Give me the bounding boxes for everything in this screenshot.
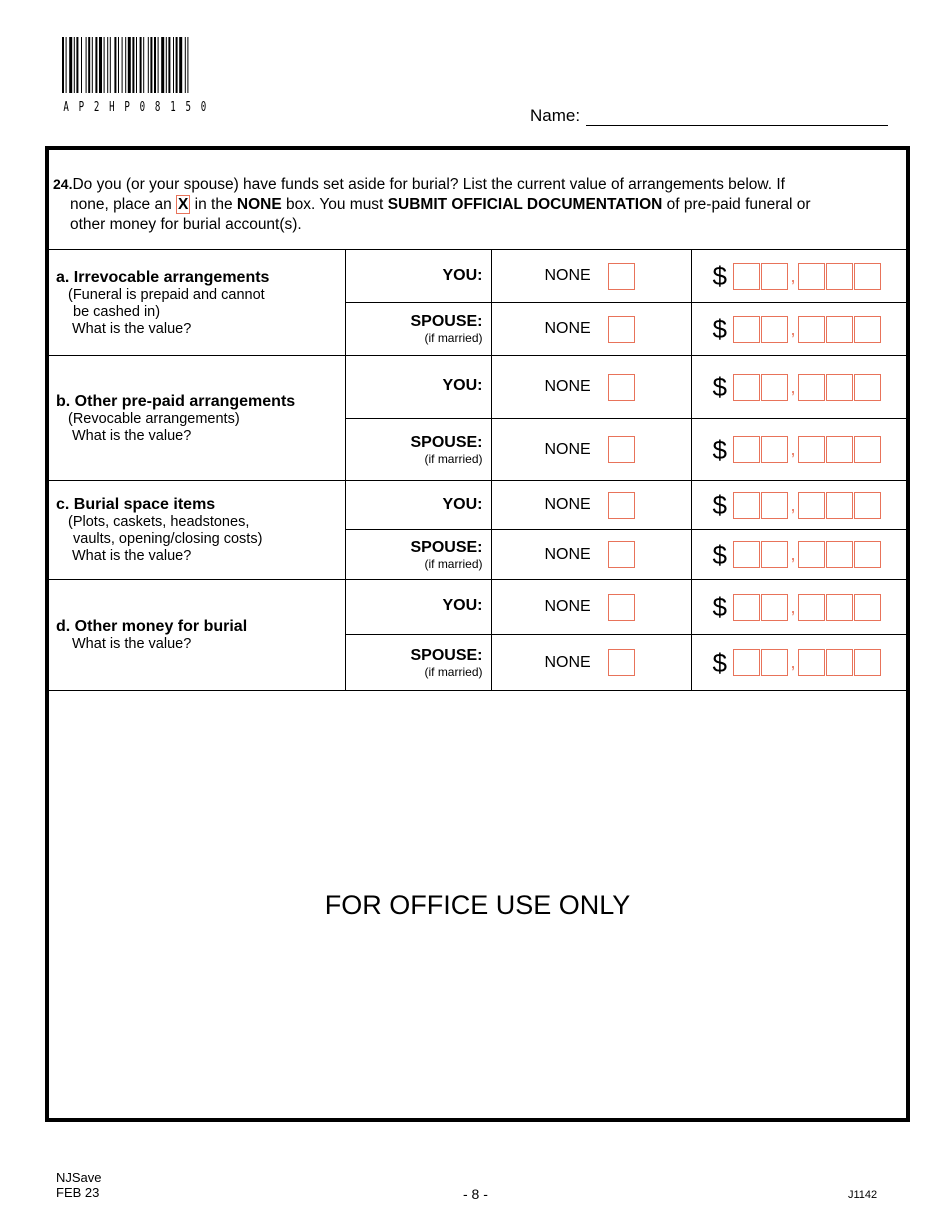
none-checkbox[interactable] [608,594,635,621]
spouse-label: SPOUSE: [410,433,483,451]
none-checkbox[interactable] [608,263,635,290]
none-checkbox[interactable] [608,649,635,676]
you-label: YOU: [442,496,483,513]
digit-box[interactable] [733,492,760,519]
name-label: Name: [530,106,581,125]
amount-field: $ , [692,436,907,463]
you-label: YOU: [442,597,483,614]
digit-box[interactable] [854,649,881,676]
digit-box[interactable] [826,374,853,401]
none-label: NONE [544,545,591,563]
table-row: SPOUSE: (if married) NONE $ , [49,419,906,481]
none-label: NONE [544,598,591,615]
digit-box[interactable] [761,492,788,519]
amount-field: $ , [692,541,907,568]
none-checkbox[interactable] [608,316,635,343]
amount-field: $ , [692,374,907,401]
form-code: J1142 [848,1189,878,1201]
table-row [49,356,906,419]
digit-box[interactable] [826,316,853,343]
item-c-label: c. Burial space items (Plots, caskets, headstones, vaults, opening/closing costs) What is the value? [49,481,345,580]
amount-field: $ , [692,316,907,343]
digit-box[interactable] [761,316,788,343]
none-label: NONE [544,440,591,458]
digit-box[interactable] [854,436,881,463]
spouse-label: SPOUSE: [410,538,483,556]
table-row [49,481,906,530]
digit-box[interactable] [761,436,788,463]
question-number: 24. [53,176,73,192]
digit-box[interactable] [761,541,788,568]
spouse-label: SPOUSE: [410,646,483,664]
digit-box[interactable] [826,263,853,290]
none-checkbox[interactable] [608,436,635,463]
amount-field: $ , [692,594,907,621]
digit-box[interactable] [798,649,825,676]
digit-box[interactable] [826,436,853,463]
table-row: SPOUSE: (if married) NONE $ , [49,530,906,580]
digit-box[interactable] [733,594,760,621]
digit-box[interactable] [826,492,853,519]
none-label: NONE [544,653,591,671]
amount-field: $ , [692,492,907,519]
digit-box[interactable] [854,594,881,621]
digit-box[interactable] [733,374,760,401]
digit-box[interactable] [761,374,788,401]
table-row [49,580,906,635]
digit-box[interactable] [798,541,825,568]
table-row: SPOUSE: (if married) NONE $ , [49,303,906,356]
none-checkbox[interactable] [608,492,635,519]
you-label: YOU: [442,377,483,394]
digit-box[interactable] [826,649,853,676]
table-row [49,250,906,303]
item-b-label: b. Other pre-paid arrangements (Revocable arrangements) What is the value? [49,356,345,481]
digit-box[interactable] [761,594,788,621]
none-label: NONE [544,378,591,395]
office-use-heading: FOR OFFICE USE ONLY [324,890,631,920]
item-d-label: d. Other money for burial What is the value? [49,580,345,691]
none-checkbox[interactable] [608,541,635,568]
digit-box[interactable] [733,436,760,463]
none-label: NONE [544,320,591,337]
digit-box[interactable] [798,492,825,519]
name-input-line[interactable] [586,108,888,126]
x-mark-example: X [178,196,189,213]
none-label: NONE [544,267,591,284]
digit-box[interactable] [761,263,788,290]
digit-box[interactable] [798,316,825,343]
digit-box[interactable] [798,436,825,463]
none-checkbox[interactable] [608,374,635,401]
name-field-row [530,106,888,126]
you-label: YOU: [442,267,483,284]
question-24: 24.Do you (or your spouse) have funds set aside for burial? List the current value of arrangements below. If none, place an X in the NONE box. You must SUBMIT OFFICIAL DOCUMENTATION of pre-paid funeral or other money for burial account(s). [53,176,811,233]
digit-box[interactable] [826,594,853,621]
digit-box[interactable] [854,492,881,519]
question-frame [45,146,910,1122]
digit-box[interactable] [733,649,760,676]
barcode-text: A P 2 H P 0 8 1 5 0 [63,100,214,115]
digit-box[interactable] [854,316,881,343]
none-label: NONE [544,496,591,513]
page-number: - 8 - [463,1186,488,1202]
digit-box[interactable] [798,374,825,401]
spouse-label: SPOUSE: [410,313,483,330]
item-a-label: a. Irrevocable arrangements (Funeral is prepaid and cannot be cashed in) What is the value? [49,250,345,356]
digit-box[interactable] [733,316,760,343]
digit-box[interactable] [854,374,881,401]
digit-box[interactable] [826,541,853,568]
table-row: SPOUSE: (if married) NONE $ , [49,635,906,691]
barcode [62,37,280,93]
burial-funds-table [49,249,906,691]
amount-field: $ , [692,649,907,676]
digit-box[interactable] [854,263,881,290]
footer-org: NJSave FEB 23 [56,1170,102,1200]
digit-box[interactable] [798,263,825,290]
amount-field: $ , [692,263,907,290]
digit-box[interactable] [854,541,881,568]
digit-box[interactable] [798,594,825,621]
digit-box[interactable] [733,263,760,290]
digit-box[interactable] [761,649,788,676]
digit-box[interactable] [733,541,760,568]
